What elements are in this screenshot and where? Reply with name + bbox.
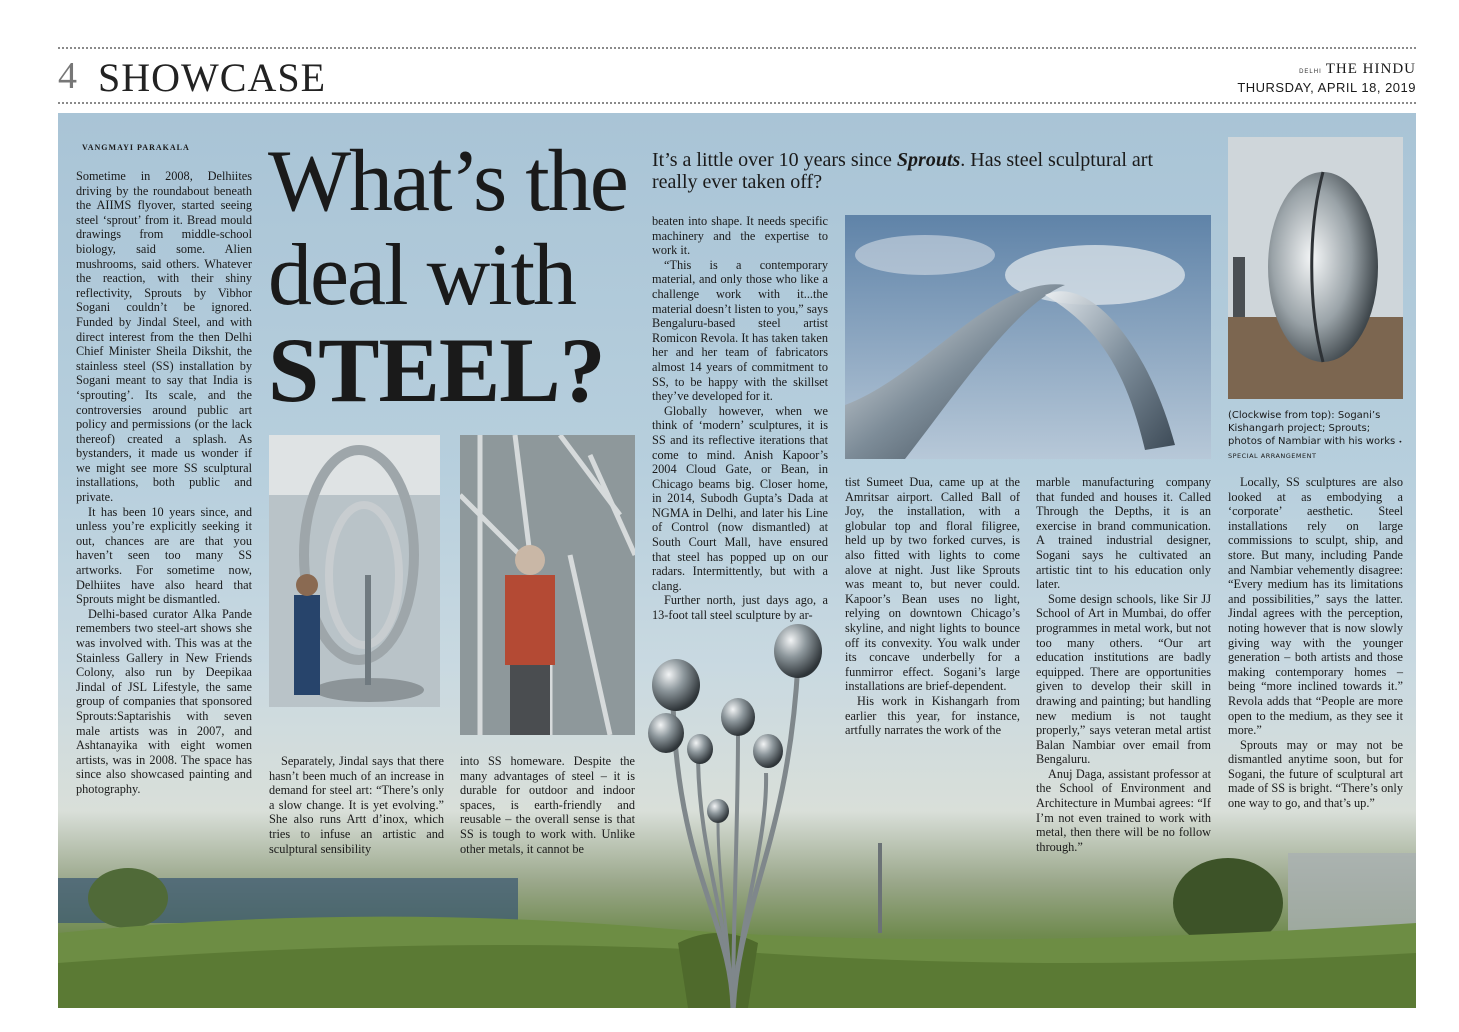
paragraph: Further north, just days ago, a 13-foot tall steel sculpture by ar- [652, 593, 828, 623]
kicker-text-end: . Has steel sculptural art really ever taken off? [652, 149, 1154, 193]
kishangarh-sculpture-photo [845, 215, 1211, 459]
headline-line-2: deal with [268, 227, 576, 324]
paragraph: Separately, Jindal says that there hasn’t been much of an increase in demand for steel art: “There’s only a slow change. It is yet evolving.” She also runs Artt d’inox, which tries to infuse an artistic and sculptural sensibility [269, 754, 444, 856]
paragraph: marble manufacturing company that funded and houses it. Called Through the Depths, it is an exercise in brand communication. A trained industrial designer, Sogani says he cultivated an artistic tint to his education only later. [1036, 475, 1211, 592]
edition-city: DELHI [1299, 69, 1322, 75]
bottom-dotted-rule [58, 102, 1416, 104]
headline [268, 133, 648, 421]
masthead [1237, 60, 1416, 95]
caption-credit: • SPECIAL ARRANGEMENT [1228, 438, 1403, 460]
paragraph: Sprouts may or may not be dismantled anytime soon, but for Sogani, the future of sculptural art made of SS is bright. “There’s only one way to go, and that’s up.” [1228, 737, 1403, 811]
article-panel [58, 113, 1416, 1008]
article-column-7 [1228, 475, 1403, 811]
article-column-3 [460, 754, 635, 856]
paragraph: Globally however, when we think of ‘modern’ sculptures, it is SS and its reflective iterations that come to mind. Anish Kapoor’s 2004 Cloud Gate, or Bean, in Chicago beams big. Closer home, in 2014, Subodh Gupta’s Dada at NGMA in Delhi, and later his Line of Control (now dismantled) at South Court Mall, have ensured that steel has popped up on our radars. Intermittently, but with a clang. [652, 403, 828, 593]
paragraph: It has been 10 years since, and unless you’re explicitly seeking it out, chances are are that you haven’t seen too many SS artworks. For sometime now, Delhiites have also heard that Sprouts might be dismantled. [76, 504, 252, 607]
article-column-2 [269, 754, 444, 856]
caption-text: (Clockwise from top): Sogani’s Kishangarh project; Sprouts; photos of Nambiar with his works [1228, 410, 1396, 447]
kicker-title: Sprouts [896, 149, 961, 171]
newspaper-name: THE HINDU [1325, 61, 1416, 77]
sprouts-sculpture [638, 623, 828, 1008]
paragraph: into SS homeware. Despite the many advantages of steel – it is durable for outdoor and indoor spaces, is earth-friendly and reusable – the overall sense is that SS is tough to work with. Unlike other metals, it cannot be [460, 754, 635, 856]
top-dotted-rule [58, 47, 1416, 49]
headline-line-3: STEEL? [268, 319, 605, 421]
issue-date: THURSDAY, APRIL 18, 2019 [1237, 80, 1416, 95]
headline-line-1: What’s the [268, 133, 627, 230]
paragraph: Some design schools, like Sir JJ School of Art in Mumbai, do offer programmes in metal work, but not too many others. “Our art education institutions are badly equipped. There are opportunities given to develop their skill in drawing and painting; but handling new medium is not taught properly,” says veteran metal artist Balan Nambiar over email from Bengaluru. [1036, 591, 1211, 767]
mirror-disc-sculpture-photo [1228, 137, 1403, 399]
kicker [652, 149, 1192, 193]
paragraph: Anuj Daga, assistant professor at the School of Environment and Architecture in Mumbai agrees: “If I’m not even trained to work with metal, then there will be no follow through.” [1036, 766, 1211, 854]
byline: VANGMAYI PARAKALA [82, 143, 190, 152]
paragraph: Locally, SS sculptures are also looked at as embodying a ‘corporate’ aesthetic. Steel installations rely on large commissions to sculpt, ship, and store. But many, including Pande and Nambiar vehemently disagree: “Every medium has its limitations and possibilities,” says the latter. Jindal agrees with the perception, noting however that is now slowly giving way with the younger generation – both artists and those making contemporary homes – being “more inclined towards it.” Revola adds that “People are more open to the medium, as they see it more.” [1228, 475, 1403, 738]
page-header [58, 52, 1416, 98]
article-column-4 [652, 214, 828, 623]
paragraph: Delhi-based curator Alka Pande remembers two steel-art shows she was involved with. This was at the Stainless Gallery in New Friends Colony, also run by Deepikaa Jindal of JSL Lifestyle, the same group of companies that sponsored Sprouts:Saptarishis with seven male artists was in 2007, and Ashtanayika with eight women artists, was in 2008. The space has since also showcased painting and photography. [76, 606, 252, 796]
paragraph: His work in Kishangarh from earlier this year, for instance, artfully narrates the work of the [845, 693, 1020, 738]
article-column-1 [76, 169, 252, 797]
article-column-5 [845, 475, 1020, 738]
paragraph: beaten into shape. It needs specific machinery and the expertise to work it. [652, 214, 828, 258]
paragraph: Sometime in 2008, Delhiites driving by the roundabout beneath the AIIMS flyover, started seeing steel ‘sprout’ from it. Bread mould drawings from middle-school biology, said some. Alien mushrooms, said others. Whatever the reaction, with their shiny reflectivity, Sprouts by Vibhor Sogani couldn’t be ignored. Funded by Jindal Steel, and with direct interest from the then Delhi Chief Minister Sheila Dikshit, the stainless steel (SS) installation by Sogani meant to say that India is ‘sprouting’. Its scale, and the controversies around public art policy and permissions (or the lack thereof) created a splash. As bystanders, it made us wonder if we might see more SS sculptural installations, both public and private. [76, 169, 252, 505]
photo-caption [1228, 409, 1404, 463]
paragraph: tist Sumeet Dua, came up at the Amritsar airport. Called Ball of Joy, the installation, with a globular top and floral filigree, held up by two forked curves, is also fitted with lights to come alove at night. Just like Sprouts was meant to, but never could. Kapoor’s Bean uses no light, relying on downtown Chicago’s skyline, and night lights to bounce off its convexity. You walk under its concave underbelly for a funmirror effect. Sogani’s large installations are brief-dependent. [845, 475, 1020, 694]
artist-working-photo [460, 435, 635, 735]
page-number: 4 [58, 55, 77, 97]
kicker-text: It’s a little over 10 years since [652, 149, 897, 171]
section-title: SHOWCASE [98, 55, 327, 100]
article-column-6 [1036, 475, 1211, 854]
nambiar-photo [269, 435, 440, 707]
paragraph: “This is a contemporary material, and only those who like a challenge work with it...the material doesn’t listen to you,” says Bengaluru-based steel artist Romicon Revola. It has taken taken her and her team of fabricators almost 14 years of commitment to SS, to be happy with the skillset they’ve developed for it. [652, 257, 828, 404]
